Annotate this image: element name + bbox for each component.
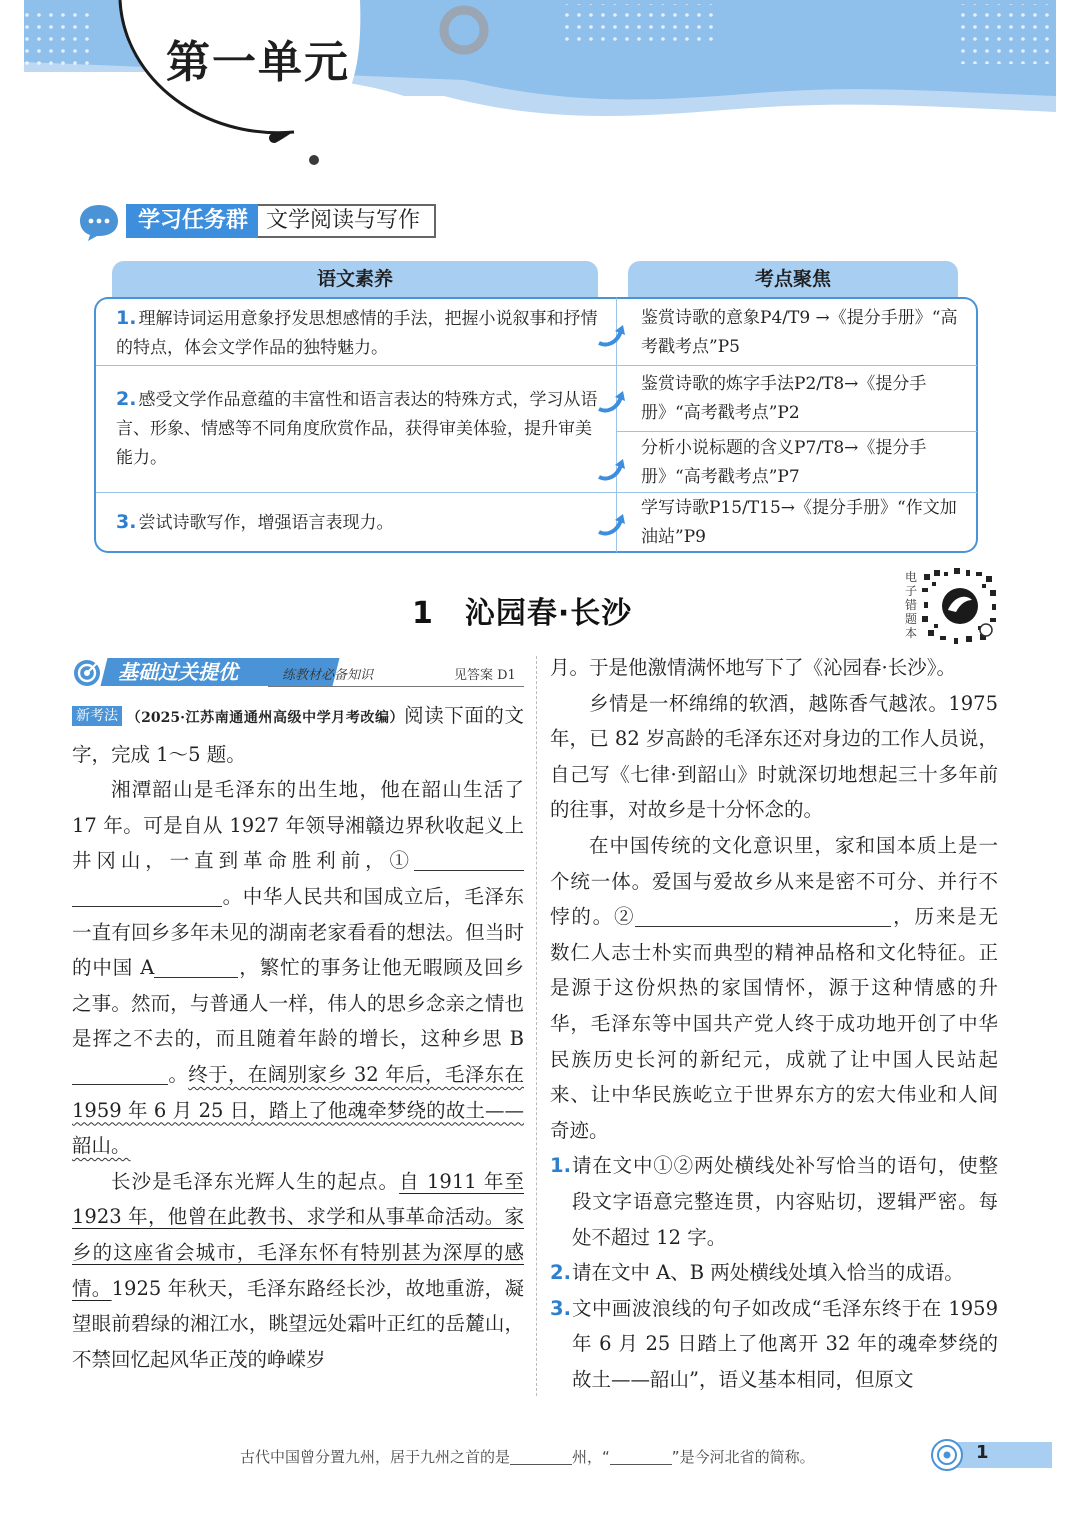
page-number-tab xyxy=(930,1438,1052,1472)
column-divider xyxy=(536,656,537,1396)
curved-arrow-icon xyxy=(597,457,627,483)
focus-item xyxy=(617,433,977,493)
focus-column-header: 考点聚焦 xyxy=(628,261,958,297)
question-item xyxy=(550,1255,998,1291)
footer-blank[interactable] xyxy=(610,1449,672,1465)
paragraph-text: ，繁忙的事务让他无暇顾及回乡之事。然而，与普通人一样，伟人的思乡念亲之情也是挥之不去的，而且随着年龄的增长，这种乡思 B xyxy=(72,956,524,1051)
passage-instruction: 阅读下面的文字，完成 1～5 题。 xyxy=(72,704,524,766)
passage-paragraph xyxy=(550,828,998,1148)
row-divider xyxy=(617,431,977,432)
row-divider xyxy=(96,365,616,366)
curved-arrow-icon xyxy=(597,512,627,538)
paragraph-text: ，历来是无数仁人志士朴实而典型的精神品格和文化特征。正是源于这份炽热的家国情怀，源于这种情感的升华，毛泽东等中国共产党人终于成功地开创了中华民族历史长河的新纪元，成就了让中国人民站起来、让中华民族屹立于世界东方的宏大伟业和人间奇迹。 xyxy=(550,905,998,1142)
literacy-text: 尝试诗歌写作，增强语言表现力。 xyxy=(138,513,394,533)
focus-item xyxy=(617,367,977,431)
page-number: 1 xyxy=(976,1442,989,1463)
passage-paragraph xyxy=(72,1164,524,1378)
question-text: 请在文中 A、B 两处横线处填入恰当的成语。 xyxy=(572,1261,964,1285)
question-item xyxy=(550,1148,998,1255)
blank-a[interactable] xyxy=(154,952,238,978)
paragraph-text: 。中华人民共和国成立后，毛泽东一直有回乡多年未见的湖南老家看看的想法。但当时的中国 A xyxy=(72,884,524,980)
curved-arrow-icon xyxy=(597,389,627,415)
question-number: 3. xyxy=(550,1296,571,1320)
question-number: 2. xyxy=(550,1261,571,1285)
wavy-underlined-sentence: 终于，在阔别家乡 32 年后，毛泽东在 1959 年 6 月 25 日，踏上了他魂牵梦绕的故土——韶山。 xyxy=(72,1062,524,1158)
focus-text: 鉴赏诗歌的炼字手法P2/T8→《提分手册》“高考戳考点”P2 xyxy=(641,374,927,423)
row-divider xyxy=(617,492,977,493)
passage-paragraph xyxy=(72,772,524,1164)
paragraph-text: 湘潭韶山是毛泽东的出生地，他在韶山生活了 17 年。可是自从 1927 年领导湘赣边界秋收起义上井冈山，一直到革命胜利前，① xyxy=(72,778,524,873)
section-header xyxy=(68,656,524,690)
passage-left-column xyxy=(72,698,524,1377)
target-icon xyxy=(72,658,102,688)
unit-banner xyxy=(24,0,1056,175)
question-text: 文中画波浪线的句子如改成“毛泽东终于在 1959 年 6 月 25 日踏上了他离开 32 年的魂牵梦绕的故土——韶山”，语义基本相同，但原文 xyxy=(572,1296,998,1391)
blank-1[interactable] xyxy=(414,845,524,871)
paragraph-text: 1925 年秋天，毛泽东路经长沙，故地重游，凝望眼前碧绿的湘江水，眺望远处霜叶正红的岳麓山，不禁回忆起风华正茂的峥嵘岁 xyxy=(72,1276,524,1371)
underlined-sentence: 自 1911 年至 1923 年，他曾在此教书、求学和从事革命活动。家乡的这座省会城市，毛泽东怀有特别甚为深厚的感情。 xyxy=(72,1169,524,1300)
paragraph-text: 。 xyxy=(168,1062,189,1086)
footer-text: 古代中国曾分置九州，居于九州之首的是 xyxy=(240,1448,511,1466)
paragraph-text: 在中国传统的文化意识里，家和国本质上是一个统一体。爱国与爱故乡从来是密不可分、并行不悖的。② xyxy=(550,833,998,929)
question-text: 请在文中①②两处横线处补写恰当的语句，使整段文字语意完整连贯，内容贴切，逻辑严密。每处不超过 12 字。 xyxy=(572,1154,998,1249)
answer-reference: 见答案 D1 xyxy=(454,668,516,683)
focus-text: 学写诗歌P15/T15→《提分手册》“作文加油站”P9 xyxy=(641,498,957,547)
literacy-text: 理解诗词运用意象抒发思想感情的手法，把握小说叙事和抒情的特点，体会文学作品的独特魅力。 xyxy=(116,308,598,358)
focus-item xyxy=(617,494,977,552)
literacy-row xyxy=(96,301,616,365)
lesson-title: 1 沁园春·长沙 xyxy=(412,596,633,631)
footer-trivia xyxy=(240,1446,815,1467)
literacy-num: 3. xyxy=(116,511,137,533)
section-badge: 基础过关提优 xyxy=(118,660,238,684)
blank-b[interactable] xyxy=(72,1059,168,1085)
question-number: 1. xyxy=(550,1154,571,1178)
passage-paragraph-continued: 月。于是他激情满怀地写下了《沁园春·长沙》。 xyxy=(550,656,956,679)
section-subtitle: 练教材必备知识 xyxy=(282,668,374,683)
passage-intro xyxy=(72,698,524,772)
task-group-value: 文学阅读与写作 xyxy=(258,204,436,238)
focus-item xyxy=(617,301,977,365)
new-method-tag: 新考法 xyxy=(72,706,122,726)
literacy-text: 感受文学作品意蕴的丰富性和语言表达的特殊方式，学习从语言、形象、情感等不同角度欣赏作品，获得审美体验，提升审美能力。 xyxy=(116,390,598,468)
question-item xyxy=(550,1291,998,1398)
focus-text: 鉴赏诗歌的意象P4/T9 →《提分手册》“高考戳考点”P5 xyxy=(641,308,958,357)
footer-blank[interactable] xyxy=(510,1449,572,1465)
passage-paragraph: 乡情是一杯绵绵的软酒，越陈香气越浓。1975 年，已 82 岁高龄的毛泽东还对身边的工作人员说，自己写《七律·到韶山》时就深切地想起三十多年前的往事，对故乡是十分怀念的。 xyxy=(550,691,998,822)
qr-label: 电子错题本 xyxy=(904,570,917,640)
curved-arrow-icon xyxy=(597,323,627,349)
literacy-num: 2. xyxy=(116,388,137,410)
literacy-row xyxy=(96,494,616,552)
blank-2[interactable] xyxy=(635,901,891,927)
qr-code-icon[interactable] xyxy=(920,566,1000,646)
row-divider xyxy=(96,492,616,493)
chat-bubble-icon xyxy=(78,202,120,242)
focus-text: 分析小说标题的含义P7/T8→《提分手册》“高考戳考点”P7 xyxy=(641,438,927,487)
paragraph-text: 长沙是毛泽东光辉人生的起点。 xyxy=(111,1169,400,1193)
literacy-list xyxy=(94,297,616,553)
row-divider xyxy=(617,365,977,366)
unit-title: 第一单元 xyxy=(166,37,350,88)
section-rule xyxy=(268,686,524,687)
footer-text: 州，“ xyxy=(572,1448,610,1466)
task-group-label: 学习任务群 xyxy=(126,204,260,238)
literacy-row xyxy=(96,367,616,491)
literacy-num: 1. xyxy=(116,306,137,329)
passage-source: （2025·江苏南通通州高级中学月考改编） xyxy=(126,710,405,726)
footer-text: ”是今河北省的简称。 xyxy=(671,1448,815,1466)
literacy-column-header: 语文素养 xyxy=(112,261,598,297)
blank-1-continued[interactable] xyxy=(72,881,222,907)
focus-list xyxy=(616,297,978,553)
passage-right-column xyxy=(550,650,998,1397)
